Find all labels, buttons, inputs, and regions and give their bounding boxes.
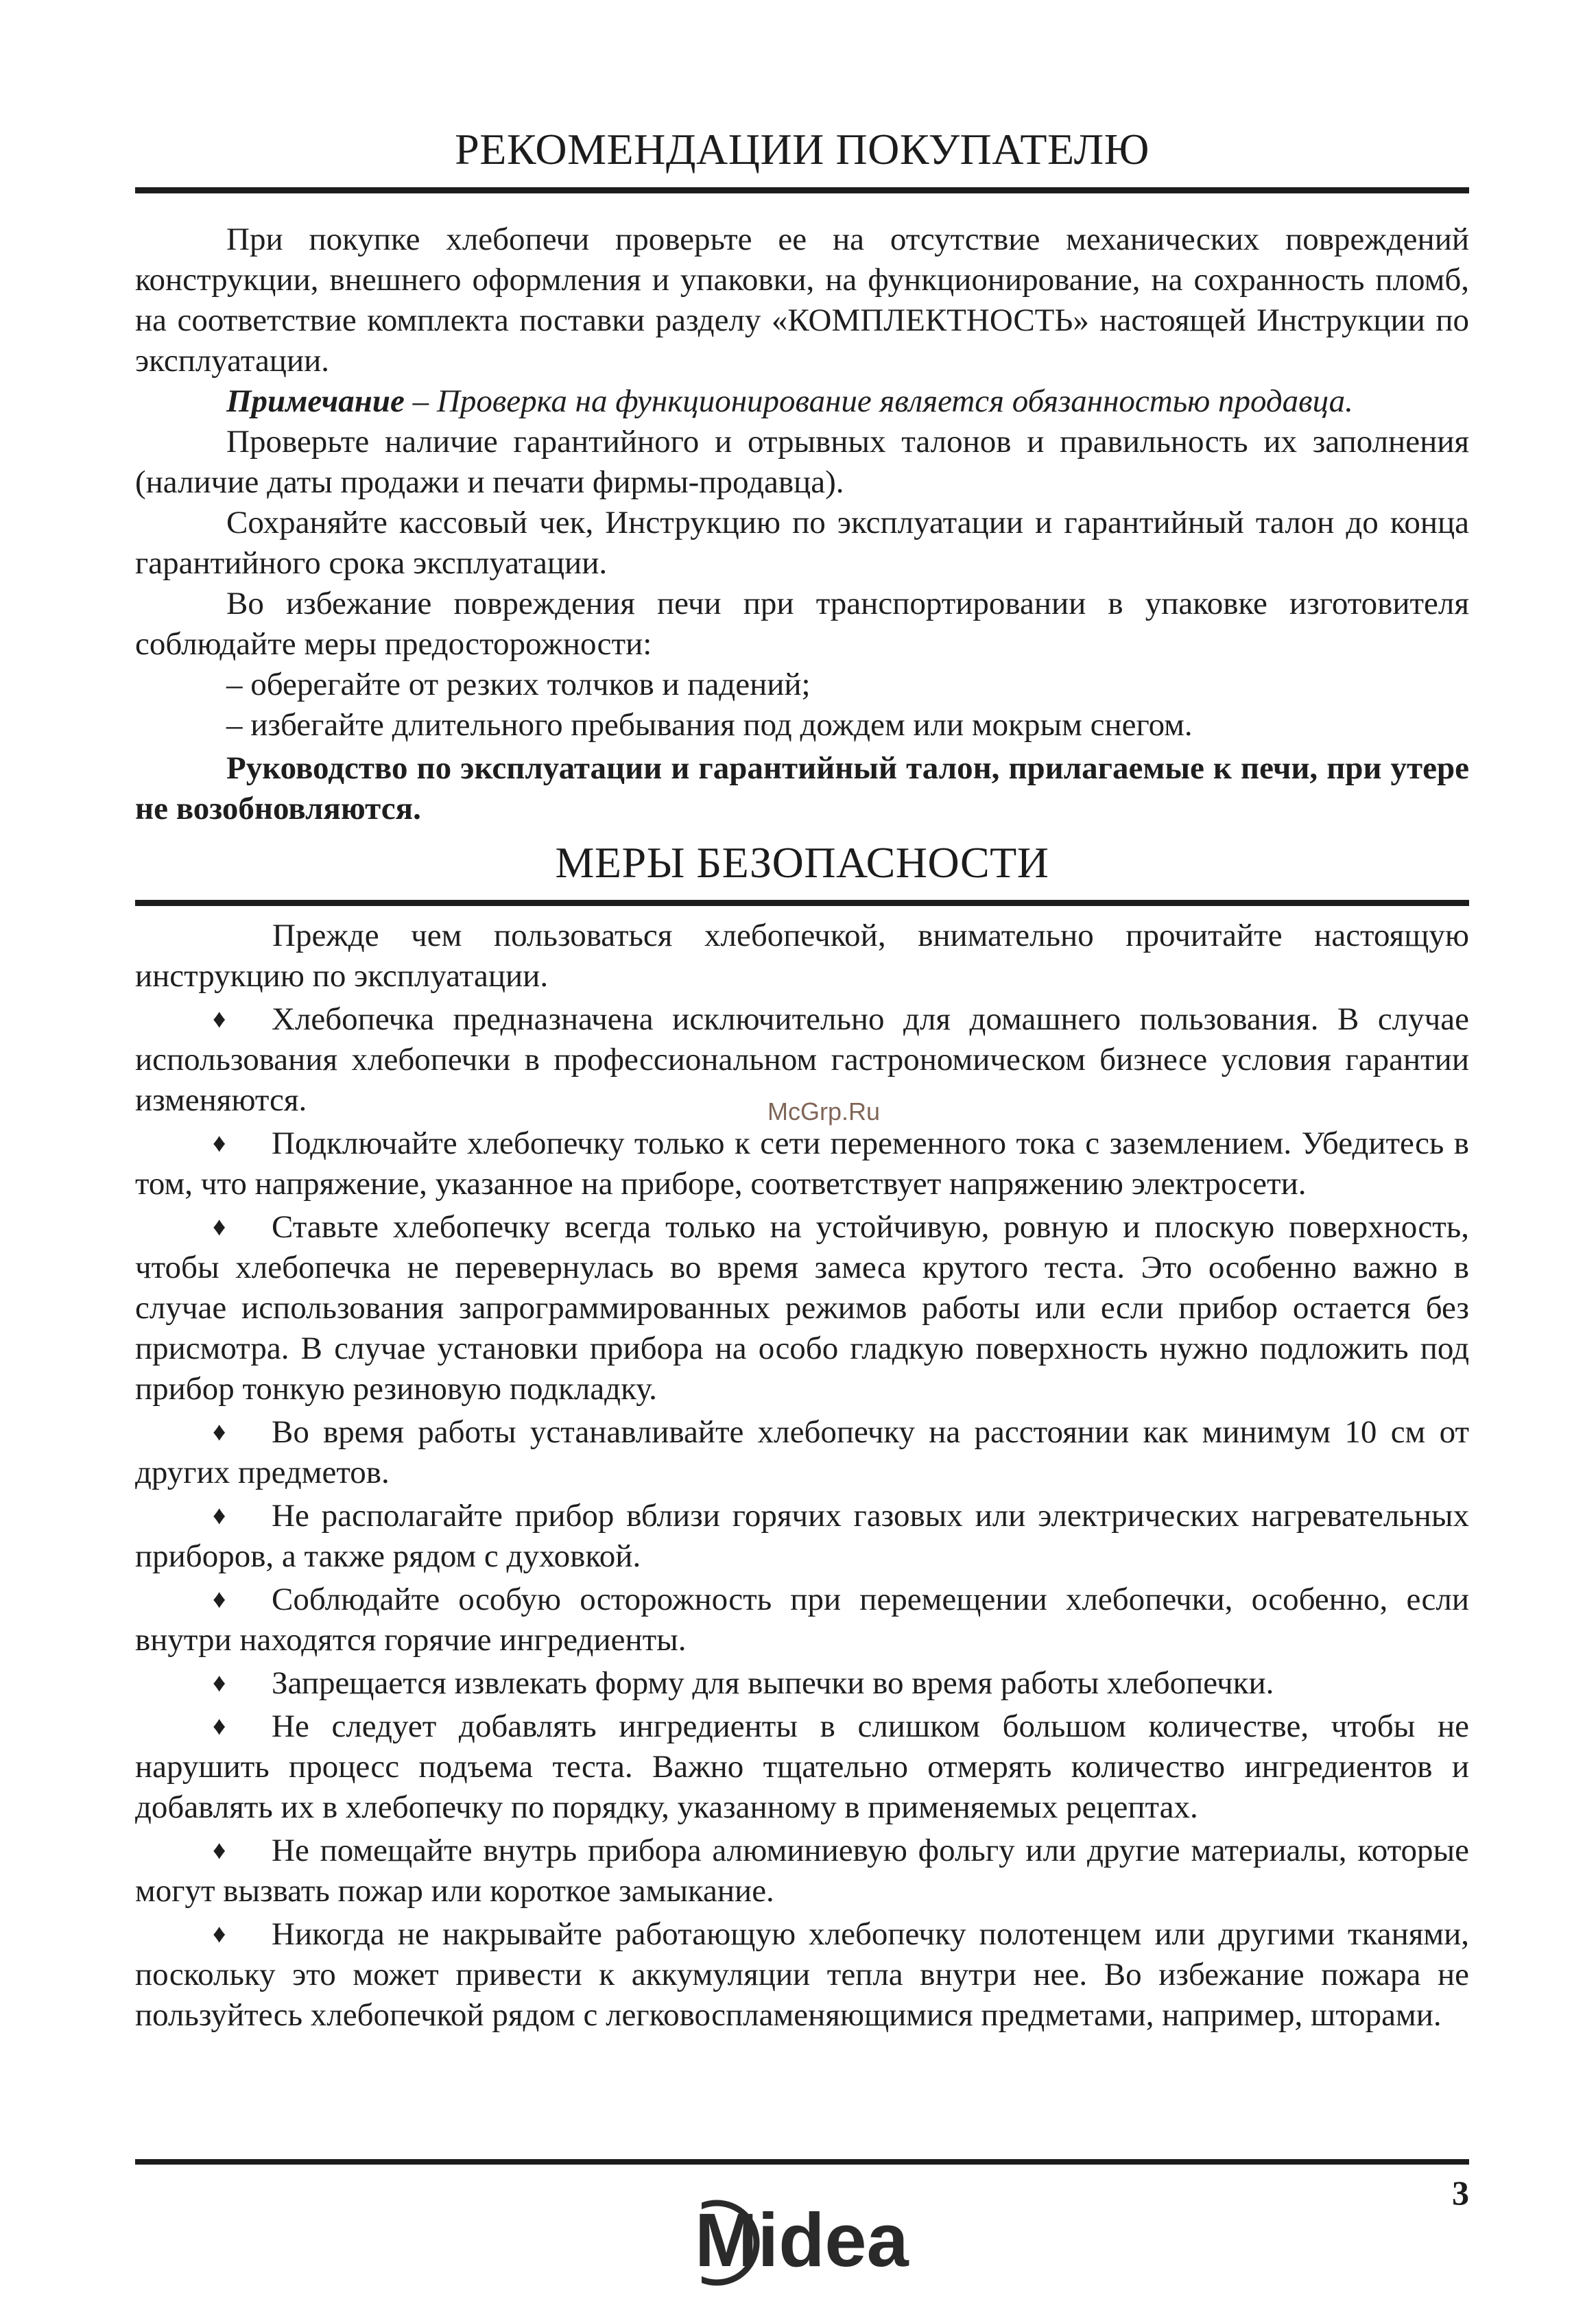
diamond-bullet-icon: ♦ [213, 1669, 226, 1698]
transport-dash-item: – оберегайте от резких толчков и падений; [226, 667, 811, 702]
diamond-bullet-icon: ♦ [213, 1712, 226, 1741]
diamond-bullet-icon: ♦ [213, 1129, 226, 1158]
list-item: ♦ Ставьте хлебопечку всегда только на устойчивую, ровную и плоскую поверхность, чтобы хлебопечка не перевернулась во время замеса крутого теста. Это особенно важно в случае использования запрограммированных режимов работы или если прибор остается без присмотра. В случае установки прибора на особо гладкую поверхность нужно подложить под прибор тонкую резиновую подкладку. [135, 1207, 1469, 1409]
footer-divider [135, 2159, 1469, 2165]
watermark: McGrp.Ru [767, 1097, 881, 1126]
list-item: ♦ Во время работы устанавливайте хлебопечку на расстоянии как минимум 10 см от других предметов. [135, 1412, 1469, 1493]
list-item: ♦ Не следует добавлять ингредиенты в слишком большом количестве, чтобы не нарушить процесс подъема теста. Важно тщательно отмерять количество ингредиентов и добавлять их в хлебопечку по порядку, указанному в применяемых рецептах. [135, 1706, 1469, 1828]
purchase-check-paragraph: При покупке хлебопечи проверьте ее на отсутствие механических повреждений конструкции, внешнего оформления и упаковки, на функционирование, на сохранность пломб, на соответствие комплекта поставки разделу «КОМПЛЕКТНОСТЬ» настоящей Инструкции по эксплуатации. [135, 222, 1469, 379]
transport-dash-item: – избегайте длительного пребывания под дождем или мокрым снегом. [226, 707, 1193, 743]
list-item: ♦ Хлебопечка предназначена исключительно для домашнего пользования. В случае использования хлебопечки в профессиональном гастрономическом бизнесе условия гарантии изменяются. [135, 999, 1469, 1121]
diamond-bullet-icon: ♦ [213, 1501, 226, 1530]
logo-text: Midea [695, 2198, 909, 2283]
list-item: ♦ Запрещается извлекать форму для выпечки во время работы хлебопечки. [135, 1663, 1469, 1704]
note-text: – Проверка на функционирование является обязанностью продавца. [404, 383, 1353, 419]
diamond-bullet-icon: ♦ [213, 1836, 226, 1865]
diamond-bullet-icon: ♦ [213, 1920, 226, 1949]
section-title-recommendations: РЕКОМЕНДАЦИИ ПОКУПАТЕЛЮ [455, 125, 1150, 174]
list-item: ♦ Подключайте хлебопечку только к сети переменного тока с заземлением. Убедитесь в том, что напряжение, указанное на приборе, соответствует напряжению электросети. [135, 1123, 1469, 1204]
page-number: 3 [1452, 2174, 1469, 2212]
midea-logo [674, 2180, 935, 2289]
safety-intro: Прежде чем пользоваться хлебопечкой, внимательно прочитайте настоящую инструкцию по эксплуатации. [135, 918, 1469, 994]
diamond-bullet-icon: ♦ [213, 1213, 226, 1241]
diamond-bullet-icon: ♦ [213, 1005, 226, 1034]
list-item: ♦ Не помещайте внутрь прибора алюминиевую фольгу или другие материалы, которые могут вызвать пожар или короткое замыкание. [135, 1831, 1469, 1912]
list-item: ♦ Соблюдайте особую осторожность при перемещении хлебопечки, особенно, если внутри находятся горячие ингредиенты. [135, 1580, 1469, 1660]
diamond-bullet-icon: ♦ [213, 1585, 226, 1614]
transport-paragraph: Во избежание повреждения печи при транспортировании в упаковке изготовителя соблюдайте меры предосторожности: [135, 586, 1469, 662]
section-title-safety: МЕРЫ БЕЗОПАСНОСТИ [555, 838, 1049, 887]
keep-receipt-paragraph: Сохраняйте кассовый чек, Инструкцию по эксплуатации и гарантийный талон до конца гарантийного срока эксплуатации. [135, 505, 1469, 581]
document-page [135, 0, 1469, 2310]
section-divider [135, 900, 1469, 906]
note-label: Примечание [226, 383, 405, 419]
bold-warning: Руководство по эксплуатации и гарантийный талон, прилагаемые к печи, при утере не возобновляются. [135, 750, 1469, 826]
diamond-bullet-icon: ♦ [213, 1418, 226, 1446]
note-paragraph [135, 381, 1469, 422]
section-divider [135, 187, 1469, 193]
safety-body [135, 916, 1469, 2036]
list-item: ♦ Не располагайте прибор вблизи горячих газовых или электрических нагревательных приборов, а также рядом с духовкой. [135, 1496, 1469, 1577]
recommendations-body [135, 219, 1469, 829]
warranty-check-paragraph: Проверьте наличие гарантийного и отрывных талонов и правильность их заполнения (наличие даты продажи и печати фирмы-продавца). [135, 424, 1469, 500]
list-item: ♦ Никогда не накрывайте работающую хлебопечку полотенцем или другими тканями, поскольку это может привести к аккумуляции тепла внутри нее. Во избежание пожара не пользуйтесь хлебопечкой рядом с легковоспламеняющимися предметами, например, шторами. [135, 1914, 1469, 2036]
